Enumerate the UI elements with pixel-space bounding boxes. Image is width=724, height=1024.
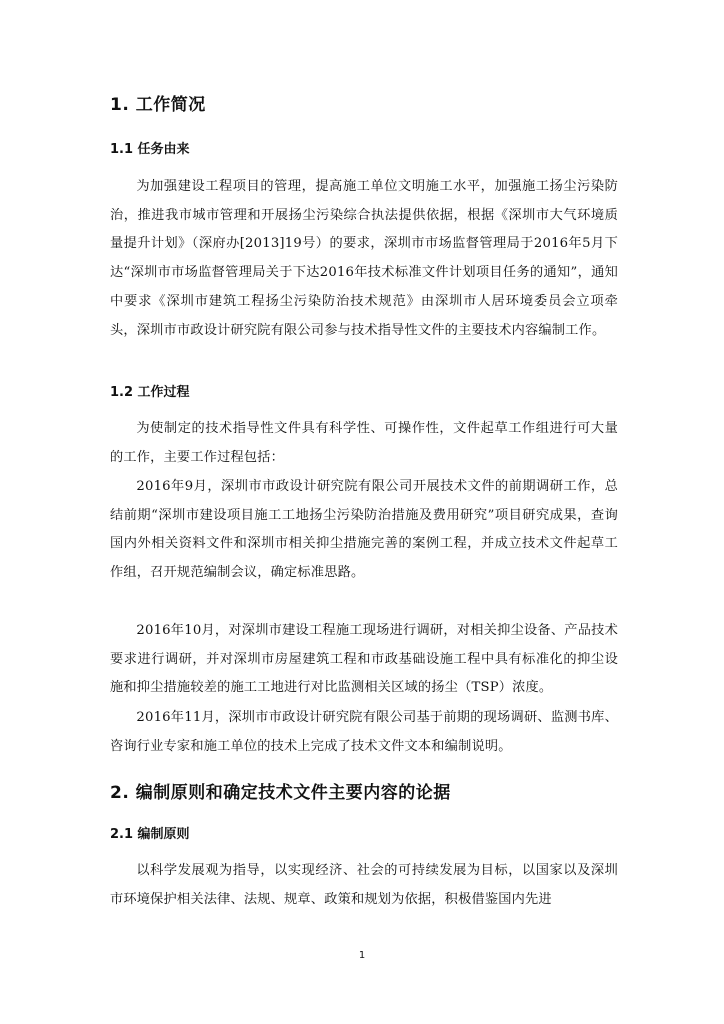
section-heading-1: 1. 工作简况 bbox=[110, 95, 206, 115]
section-heading-2: 2. 编制原则和确定技术文件主要内容的论据 bbox=[110, 783, 451, 803]
page-number: 1 bbox=[358, 950, 366, 961]
subsection-heading-1-2: 1.2 工作过程 bbox=[110, 385, 190, 400]
paragraph-nov-2016: 2016年11月，深圳市市政设计研究院有限公司基于前期的现场调研、监测书库、咨询行业专家和施工单位的技术上完成了技术文件文本和编制说明。 bbox=[110, 710, 618, 754]
subsection-heading-2-1: 2.1 编制原则 bbox=[110, 827, 190, 842]
paragraph-oct-2016: 2016年10月，对深圳市建设工程施工现场进行调研，对相关抑尘设备、产品技术要求进行调研，并对深圳市房屋建筑工程和市政基础设施工程中具有标准化的抑尘设施和抑尘措施较差的施工工地进行对比监测相关区域的扬尘（TSP）浓度。 bbox=[110, 623, 618, 696]
subsection-heading-1-1: 1.1 任务由来 bbox=[110, 142, 190, 157]
paragraph-sept-2016: 2016年9月，深圳市市政设计研究院有限公司开展技术文件的前期调研工作，总结前期“深圳市建设项目施工工地扬尘污染防治措施及费用研究”项目研究成果，查询国内外相关资料文件和深圳市相关抑尘措施完善的案例工程，并成立技术文件起草工作组，召开规范编制会议，确定标准思路。 bbox=[110, 479, 618, 581]
paragraph-principles: 以科学发展观为指导，以实现经济、社会的可持续发展为目标，以国家以及深圳市环境保护相关法律、法规、规章、政策和规划为依据，积极借鉴国内先进 bbox=[110, 863, 618, 907]
paragraph-work-process-intro: 为使制定的技术指导性文件具有科学性、可操作性，文件起草工作组进行可大量的工作，主要工作过程包括： bbox=[110, 421, 618, 465]
paragraph-task-origin: 为加强建设工程项目的管理，提高施工单位文明施工水平，加强施工扬尘污染防治，推进我市城市管理和开展扬尘污染综合执法提供依据，根据《深圳市大气环境质量提升计划》（深府办[2013]19号）的要求，深圳市市场监督管理局于2016年5月下达“深圳市市场监督管理局关于下达2016年技术标准文件计划项目任务的通知”，通知中要求《深圳市建筑工程扬尘污染防治技术规范》由深圳市人居环境委员会立项牵头，深圳市市政设计研究院有限公司参与技术指导性文件的主要技术内容编制工作。 bbox=[110, 179, 618, 338]
